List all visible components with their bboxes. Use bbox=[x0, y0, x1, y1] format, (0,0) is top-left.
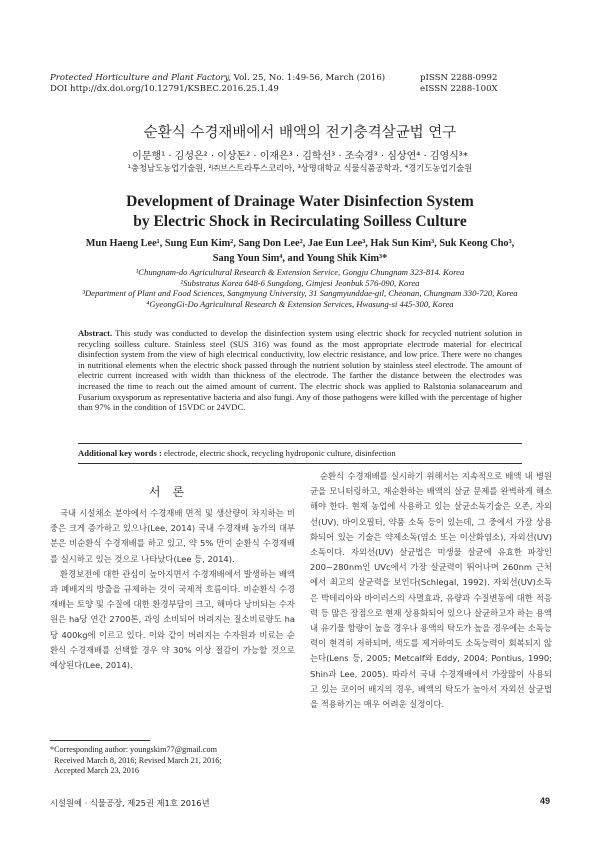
right-column bbox=[310, 469, 552, 712]
left-column bbox=[50, 506, 295, 673]
footer-journal: 시설원예 · 식물공장, 제25권 제1호 2016년 bbox=[50, 798, 210, 808]
footnote bbox=[50, 745, 295, 777]
affiliation: ²Substratus Korea 648-6 Sungdong, Gimjesi Jeonbuk 576-090, Korea bbox=[180, 277, 420, 288]
issn-block bbox=[420, 73, 550, 95]
journal-name: Protected Horticulture and Plant Factory, bbox=[50, 73, 231, 83]
abstract bbox=[78, 328, 522, 413]
received-date: Received March 8, 2016; Revised March 21, 2016; bbox=[54, 755, 222, 765]
english-title-line: Development of Drainage Water Disinfection System bbox=[126, 193, 474, 210]
corresponding-author: *Corresponding author: youngskim77@gmail.com bbox=[50, 745, 217, 754]
affiliation: ¹Chungnam-do Agricultural Research & Extension Service, Gongju Chungnam 323-814. Korea bbox=[135, 267, 465, 277]
english-affiliations bbox=[30, 267, 570, 309]
english-title-line: by Electric Shock in Recirculating Soilless Culture bbox=[133, 213, 467, 230]
english-authors-line: Mun Haeng Lee¹, Sung Eun Kim², Sang Don Lee², Jae Eun Lee³, Hak Sun Kim³, Suk Keong Cho³, bbox=[85, 238, 515, 249]
affiliation: ³Department of Plant and Food Sciences, Sangmyung University, 31 Sangmyunddae-gil, Cheonan, Chungnam 330-720, Korea bbox=[82, 288, 518, 299]
affiliation: ⁴GyeongGi-Do Agricultural Research & Extension Services, Hwasung-si 445-300, Korea bbox=[146, 298, 454, 309]
paragraph: 환경보전에 대한 관심이 높아지면서 수경재배에서 발생하는 배액과 폐배지의 방출을 규제하는 것이 국제적 흐름이다. 비순환식 수경재배는 토양 및 수질에 대한 환경부담이 크고, 해마다 낭비되는 수자원은 ha당 연간 2700톤, 과잉 소비되어 버려지는 질소비료량도 ha당 400kg에 이르고 있다. 이와 같이 버려지는 수자원과 비료는 순환식 수경재배를 선택할 경우 약 30% 이상 절감이 가능할 것으로 예상된다(Lee, 2014). bbox=[50, 568, 295, 671]
english-authors-line: Sang Youn Sim⁴, and Young Shik Kim³* bbox=[212, 253, 388, 264]
page-number: 49 bbox=[539, 796, 550, 806]
journal-citation bbox=[50, 73, 385, 95]
keywords-rule-bottom bbox=[78, 463, 522, 464]
section-heading-introduction: 서론 bbox=[148, 485, 197, 499]
footnote-rule bbox=[50, 740, 150, 741]
accepted-date: Accepted March 23, 2016 bbox=[54, 766, 140, 776]
english-title bbox=[0, 192, 600, 232]
paragraph: 순환식 수경재배를 실시하기 위해서는 지속적으로 배액 내 병원균을 모니터링하고, 재순환하는 배액의 살균 문제를 완벽하게 해소해야 한다. 현재 농업에 사용하고 있는 살균소독기술은 오존, 자외선(UV), 바이오필터, 약품 소독 등이 있는데, 그 중에서 가장 상용화되어 있는 기술은 약제소독(염소 또는 이산화염소), 자외선(UV) 소독이다. 자외선(UV) 살균법은 미생물 살균에 유효한 파장인 200~280nm인 UVc에서 가장 살균력이 뛰어나며 260nm 근처에서 최고의 살균력을 보인다(Schlegal, 1992). 자외선(UV)소독은 박테리아와 바이러스의 사멸효과, 유량과 수질변동에 대한 적응력 등 많은 장점으로 현재 상용화되어 있으나 살균하고자 하는 용액 내 유기물 함량이 높을 경우나 용액의 탁도가 높을 경우에는 소독능력이 현격히 저하되며, 색도를 제거하여도 소독능력이 회복되지 않는다(Lens 등, 2005; Metcalf와 Eddy, 2004; Pontius, 1990; Shin과 Lee, 2005). 따라서 국내 수경재배에서 가장많이 사용되고 있는 코이어 배지의 경우, 배액의 탁도가 높아서 자외선 살균법을 적용하기는 매우 어려운 실정이다. bbox=[310, 471, 552, 710]
english-authors bbox=[40, 236, 560, 266]
abstract-text: This study was conducted to develop the disinfection system using electric shock for recycled nutrient solution in recycling soilless culture. Stainless steel (SUS 316) was found as the most appropriate electrode material for electrical disinfection system from the view of high electrical conductivity, low electric resistance, and low price. There were no changes in nutritional elements when the electric shock passed through the nutrient solution by stainless steel electrode. The amount of electric current increased with width than thickness of the electrode. The farther the distance between the electrodes was increased the time to reach out the aimed amount of current. The electric shock was applied to Ralstonia solanacearum and Fusarium oxysporum as representative bacteria and also fungi. Any of those pathogens were killed with the percentage of higher than 97% in the condition of 15VDC or 24VDC. bbox=[78, 328, 522, 413]
keywords bbox=[78, 448, 522, 458]
keywords-rule-top bbox=[78, 443, 522, 444]
abstract-label: Abstract. bbox=[78, 328, 113, 338]
journal-issue: Vol. 25, No. 1:49-56, March (2016) bbox=[230, 73, 386, 83]
doi[interactable]: DOI http://dx.doi.org/10.12791/KSBEC.2016.25.1.49 bbox=[50, 84, 279, 94]
eissn: eISSN 2288-100X bbox=[420, 84, 498, 94]
keywords-text: electrode, electric shock, recycling hydroponic culture, disinfection bbox=[161, 448, 396, 458]
korean-affiliations: ¹충청남도농업기술원, ²㈜브스트라투스코리아, ³상명대학교 식물식품공학과, ⁴경기도농업기술원 bbox=[127, 163, 473, 173]
korean-authors: 이문행¹ · 김성은² · 이상돈² · 이재은³ · 김학선³ · 조숙경³ · 심상연⁴ · 김영식³* bbox=[132, 151, 468, 162]
korean-title: 순환식 수경재배에서 배액의 전기충격살균법 연구 bbox=[143, 125, 457, 141]
pissn: pISSN 2288-0992 bbox=[420, 73, 498, 83]
keywords-label: Additional key words : bbox=[78, 448, 162, 458]
paragraph: 국내 시설채소 분야에서 수경재배 면적 및 생산량이 차지하는 비중은 크게 증가하고 있으나(Lee, 2014) 국내 수경재배 농가의 대부분은 비순환식 수경재배를 하고 있고, 약 5% 만이 순환식 수경재배를 실시하고 있는 것으로 나타났다(Lee 등, 2014). bbox=[50, 508, 295, 564]
